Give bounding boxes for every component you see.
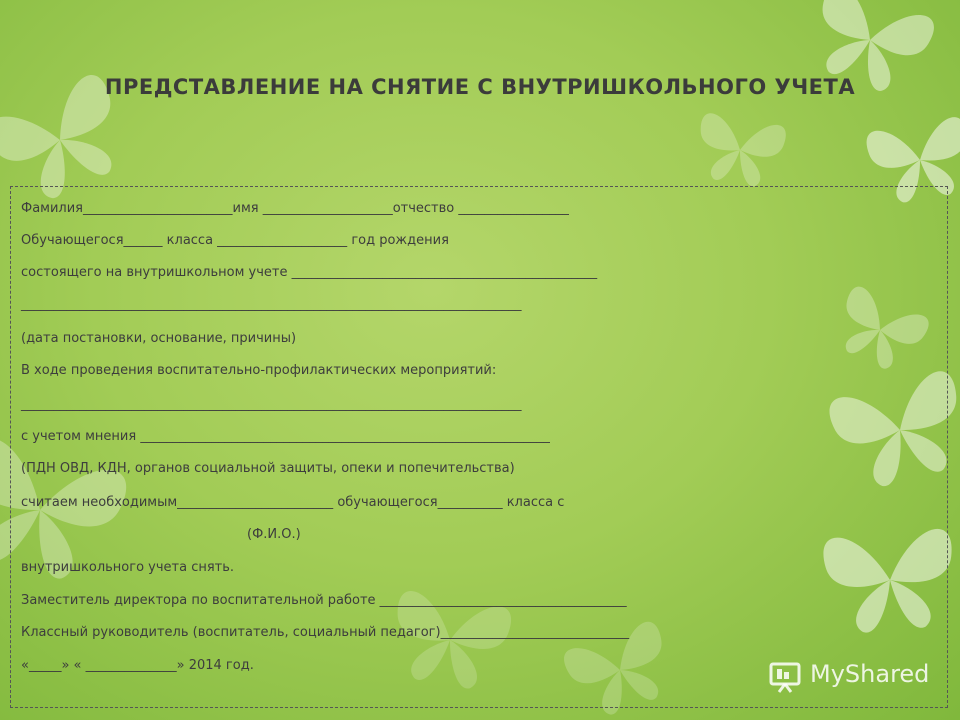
form-line-note-fio: (Ф.И.О.) [247,527,301,542]
form-line-class: Обучающегося______ класса ____________________ год рождения [21,233,449,248]
form-line-deputy: Заместитель директора по воспитательной работе ______________________________________ [21,593,627,608]
presentation-icon [768,658,804,694]
form-line-note-date: (дата постановки, основание, причины) [21,331,297,346]
form-line-registered: состоящего на внутришкольном учете _______________________________________________ [21,265,598,280]
form-line-decision: считаем необходимым________________________ обучающегося__________ класса с [21,495,565,510]
watermark-text: MyShared [810,660,930,688]
form-line-blank: _____________________________________________________________________________ [21,297,522,312]
form-line-remove: внутришкольного учета снять. [21,560,235,575]
butterfly-icon [692,112,788,191]
form-line-teacher: Классный руководитель (воспитатель, социальный педагог)_____________________________ [21,625,630,640]
form-line-measures: В ходе проведения воспитательно-профилактических мероприятий: [21,363,497,378]
page-title: ПРЕДСТАВЛЕНИЕ НА СНЯТИЕ С ВНУТРИШКОЛЬНОГО УЧЕТА [104,75,856,99]
form-line-note-agencies: (ПДН ОВД, КДН, органов социальной защиты, опеки и попечительства) [21,461,515,476]
form-line-date: «_____» « ______________» 2014 год. [21,658,254,673]
form-line-blank: _____________________________________________________________________________ [21,397,522,412]
watermark [768,656,938,696]
form-line-opinion: с учетом мнения _______________________________________________________________ [21,429,550,444]
form-line-surname: Фамилия_______________________имя ____________________отчество _________________ [21,201,569,216]
